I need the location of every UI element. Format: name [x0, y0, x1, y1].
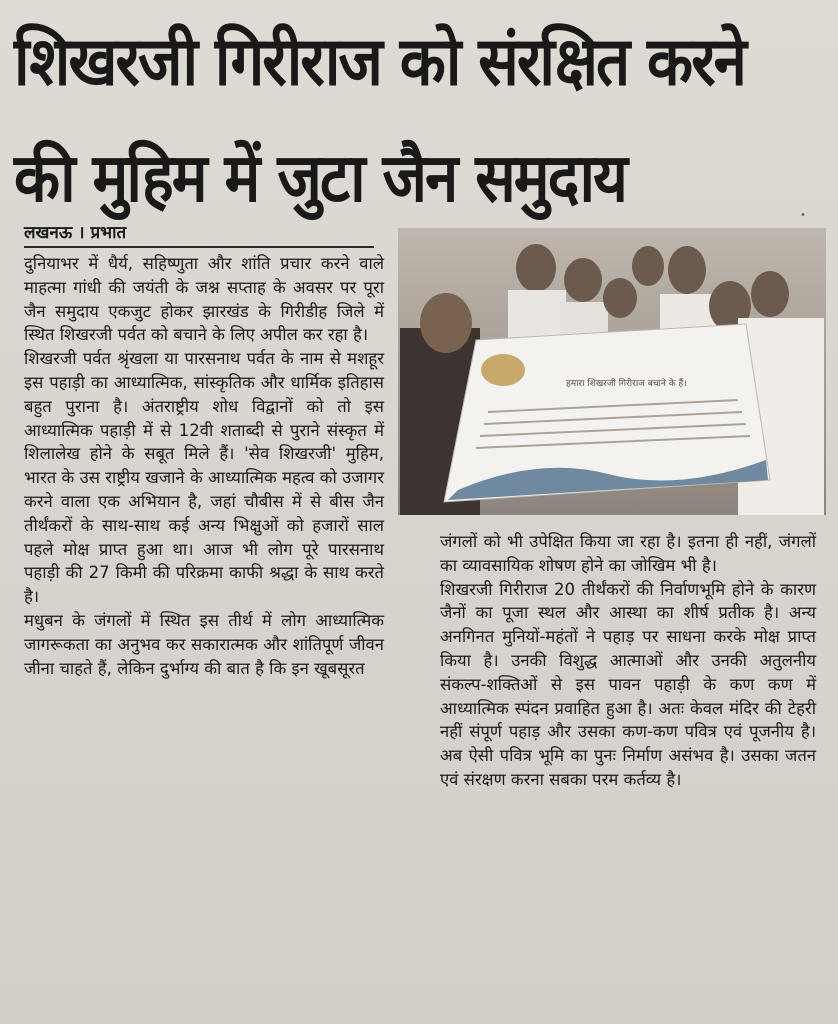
headline [14, 4, 824, 237]
article-column-2 [440, 530, 816, 792]
headline-line-2: की मुहिम में जुटा जैन समुदाय [14, 139, 626, 218]
dateline: लखनऊ । प्रभात [24, 222, 374, 248]
paragraph: दुनियाभर में धैर्य, सहिष्णुता और शांति प्रचार करने वाले माहत्मा गांधी की जयंती के जश्न सप्ताह के अवसर पर पूरा जैन समुदाय एकजुट होकर झारखंड के गिरीडीह जिले में स्थित शिखरजी पर्वत को बचाने के लिए अपील कर रहा है। [24, 254, 384, 345]
news-photo [398, 228, 826, 515]
banner-text: हमारा शिखरजी गिरीराज बचाने के हैं। [566, 379, 687, 389]
banner [444, 324, 770, 502]
article-column-1 [24, 252, 384, 680]
headline-line-1: शिखरजी गिरीराज को संरक्षित करने [14, 23, 745, 102]
paragraph: जंगलों को भी उपेक्षित किया जा रहा है। इतना ही नहीं, जंगलों का व्यावसायिक शोषण होने का जोखिम भी है। [440, 532, 816, 575]
photo-illustration [398, 228, 826, 515]
paragraph: शिखरजी पर्वत श्रृंखला या पारसनाथ पर्वत के नाम से मशहूर इस पहाड़ी का आध्यात्मिक, सांस्कृतिक और धार्मिक इतिहास बहुत पुराना है। अंतराष्ट्रीय शोध विद्वानों को तो इस आध्यात्मिक पहाड़ी में से 12वी शताब्दी से पुराने संस्कृत में शिलालेख होने के सबूत मिले हैं। 'सेव शिखरजी' मुहिम, भारत के उस राष्ट्रीय खजाने के आध्यात्मिक महत्व को उजागर करने वाला एक अभियान है, जहां चौबीस में से बीस जैन तीर्थंकरों के साथ-साथ कई अन्य भिक्षुओं को हजारों साल पहले मोक्ष प्राप्त हुआ था। आज भी लोग पूरे पारसनाथ पहाड़ी की 27 किमी की परिक्रमा काफी श्रद्धा के साथ करते है। [24, 349, 384, 607]
paragraph: मधुबन के जंगलों में स्थित इस तीर्थ में लोग आध्यात्मिक जागरूकता का अनुभव कर सकारात्मक और शांतिपूर्ण जीवन जीना चाहते हैं, लेकिन दुर्भाग्य की बात है कि इन खूबसूरत [24, 610, 384, 678]
corner-mark: • [800, 210, 806, 221]
paragraph: शिखरजी गिरीराज 20 तीर्थंकरों की निर्वाणभूमि होने के कारण जैनों का पूजा स्थल और आस्था का शीर्ष प्रतीक है। अन्य अनगिनत मुनियों-महंतों ने पहाड़ पर साधना करके मोक्ष प्राप्त किया है। उनकी विशुद्ध आत्माओं और उनकी अतुलनीय संकल्प-शक्तिओं से इस पावन पहाड़ी के कण कण में आध्यात्मिक स्पंदन प्रवाहित हुआ है। अतः केवल मंदिर की टेहरी नहीं संपूर्ण पहाड़ और उसका कण-कण पवित्र एवं पूजनीय है। अब ऐसी पवित्र भूमि का पुनः निर्माण असंभव है। उसका जतन एवं संरक्षण करना सबका परम कर्तव्य है। [440, 579, 816, 789]
